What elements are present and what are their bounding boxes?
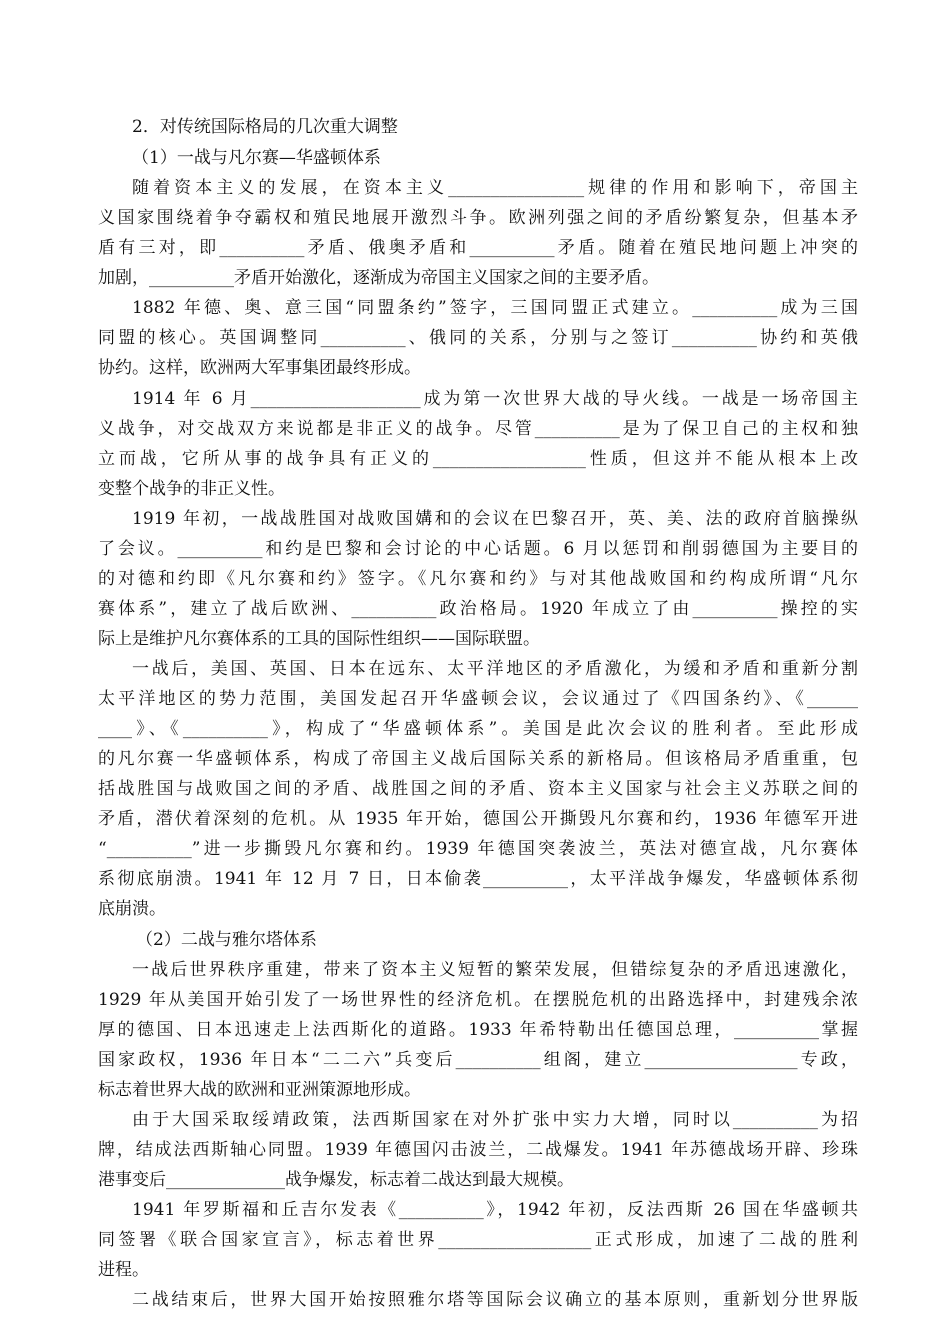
paragraph-line: 加剧，__________矛盾开始激化，逐渐成为帝国主义国家之间的主要矛盾。 [98, 268, 659, 288]
paragraph-line: 标志着世界大战的欧洲和亚洲策源地形成。 [98, 1080, 421, 1100]
paragraph-line: ____》、《__________》，构成了“华盛顿体系”。美国是此次会议的胜利者。至此形成 [98, 719, 858, 739]
paragraph-line: 厚的德国、日本迅速走上法西斯化的道路。1933 年希特勒出任德国总理，__________掌握 [98, 1020, 858, 1040]
paragraph-line: 系彻底崩溃。1941 年 12 月 7 日，日本偷袭__________，太平洋战争爆发，华盛顿体系彻 [98, 869, 858, 889]
paragraph-line: 同签署《联合国家宣言》，标志着世界__________________正式形成，加速了二战的胜利 [98, 1230, 858, 1250]
subsection-heading-ww2: （2）二战与雅尔塔体系 [136, 930, 317, 950]
paragraph-line: 1919 年初，一战战胜国对战败国媾和的会议在巴黎召开，英、美、法的政府首脑操纵 [132, 509, 858, 529]
paragraph-line: 义国家围绕着争夺霸权和殖民地展开激烈斗争。欧洲列强之间的矛盾纷繁复杂，但基本矛 [98, 208, 858, 228]
paragraph-line: 同盟的核心。英国调整同__________、俄同的关系，分别与之签订__________协约和英俄 [98, 328, 858, 348]
paragraph-line: 太平洋地区的势力范围，美国发起召开华盛顿会议，会议通过了《四国条约》、《______ [98, 689, 858, 709]
paragraph-line: 由于大国采取绥靖政策，法西斯国家在对外扩张中实力大增，同时以__________为招 [132, 1110, 858, 1130]
paragraph-line: 国家政权，1936 年日本“二二六”兵变后__________组阁，建立__________________专政， [98, 1050, 858, 1070]
paragraph-line: 立而战，它所从事的战争具有正义的__________________性质，但这并不能从根本上改 [98, 449, 858, 469]
section-heading: 2．对传统国际格局的几次重大调整 [132, 117, 398, 137]
paragraph-line: 一战后世界秩序重建，带来了资本主义短暂的繁荣发展，但错综复杂的矛盾迅速激化， [132, 960, 858, 980]
paragraph-line: 港事变后______________战争爆发，标志着二战达到最大规模。 [98, 1170, 574, 1190]
paragraph-line: 了会议。__________和约是巴黎和会讨论的中心话题。6 月以惩罚和削弱德国为主要目的 [98, 539, 858, 559]
paragraph-line: 二战结束后，世界大国开始按照雅尔塔等国际会议确立的基本原则，重新划分世界版 [132, 1290, 858, 1310]
paragraph-line: 1882 年德、奥、意三国“同盟条约”签字，三国同盟正式建立。__________成为三国 [132, 298, 858, 318]
paragraph-line: 牌，结成法西斯轴心同盟。1939 年德国闪击波兰，二战爆发。1941 年苏德战场开辟、珍珠 [98, 1140, 858, 1160]
paragraph-line: 括战胜国与战败国之间的矛盾、战胜国之间的矛盾、资本主义国家与社会主义苏联之间的 [98, 779, 858, 799]
paragraph-line: 1941 年罗斯福和丘吉尔发表《__________》，1942 年初，反法西斯 26 国在华盛顿共 [132, 1200, 858, 1220]
paragraph-line: 进程。 [98, 1260, 149, 1280]
paragraph-line: 赛体系”，建立了战后欧洲、__________政治格局。1920 年成立了由__________操控的实 [98, 599, 858, 619]
paragraph-line: 协约。这样，欧洲两大军事集团最终形成。 [98, 358, 421, 378]
paragraph-line: 的对德和约即《凡尔赛和约》签字。《凡尔赛和约》与对其他战败国和约构成所谓“凡尔 [98, 569, 858, 589]
paragraph-line: 矛盾，潜伏着深刻的危机。从 1935 年开始，德国公开撕毁凡尔赛和约，1936 年德军开进 [98, 809, 858, 829]
paragraph-line: 义战争，对交战双方来说都是非正义的战争。尽管__________是为了保卫自己的主权和独 [98, 419, 858, 439]
paragraph-line: 随着资本主义的发展，在资本主义________________规律的作用和影响下，帝国主 [132, 178, 858, 198]
paragraph-line: 一战后，美国、英国、日本在远东、太平洋地区的矛盾激化，为缓和矛盾和重新分割 [132, 659, 858, 679]
paragraph-line: 底崩溃。 [98, 899, 166, 919]
paragraph-line: 的凡尔赛一华盛顿体系，构成了帝国主义战后国际关系的新格局。但该格局矛盾重重，包 [98, 749, 858, 769]
paragraph-line: “__________”进一步撕毁凡尔赛和约。1939 年德国突袭波兰，英法对德宣战，凡尔赛体 [98, 839, 858, 859]
paragraph-line: 际上是维护凡尔赛体系的工具的国际性组织——国际联盟。 [98, 629, 540, 649]
paragraph-line: 1929 年从美国开始引发了一场世界性的经济危机。在摆脱危机的出路选择中，封建残余浓 [98, 990, 858, 1010]
paragraph-line: 1914 年 6 月____________________成为第一次世界大战的导火线。一战是一场帝国主 [132, 389, 858, 409]
paragraph-line: 盾有三对，即__________矛盾、俄奥矛盾和__________矛盾。随着在殖民地问题上冲突的 [98, 238, 858, 258]
subsection-heading-ww1: （1）一战与凡尔赛—华盛顿体系 [132, 148, 381, 168]
paragraph-line: 变整个战争的非正义性。 [98, 479, 285, 499]
